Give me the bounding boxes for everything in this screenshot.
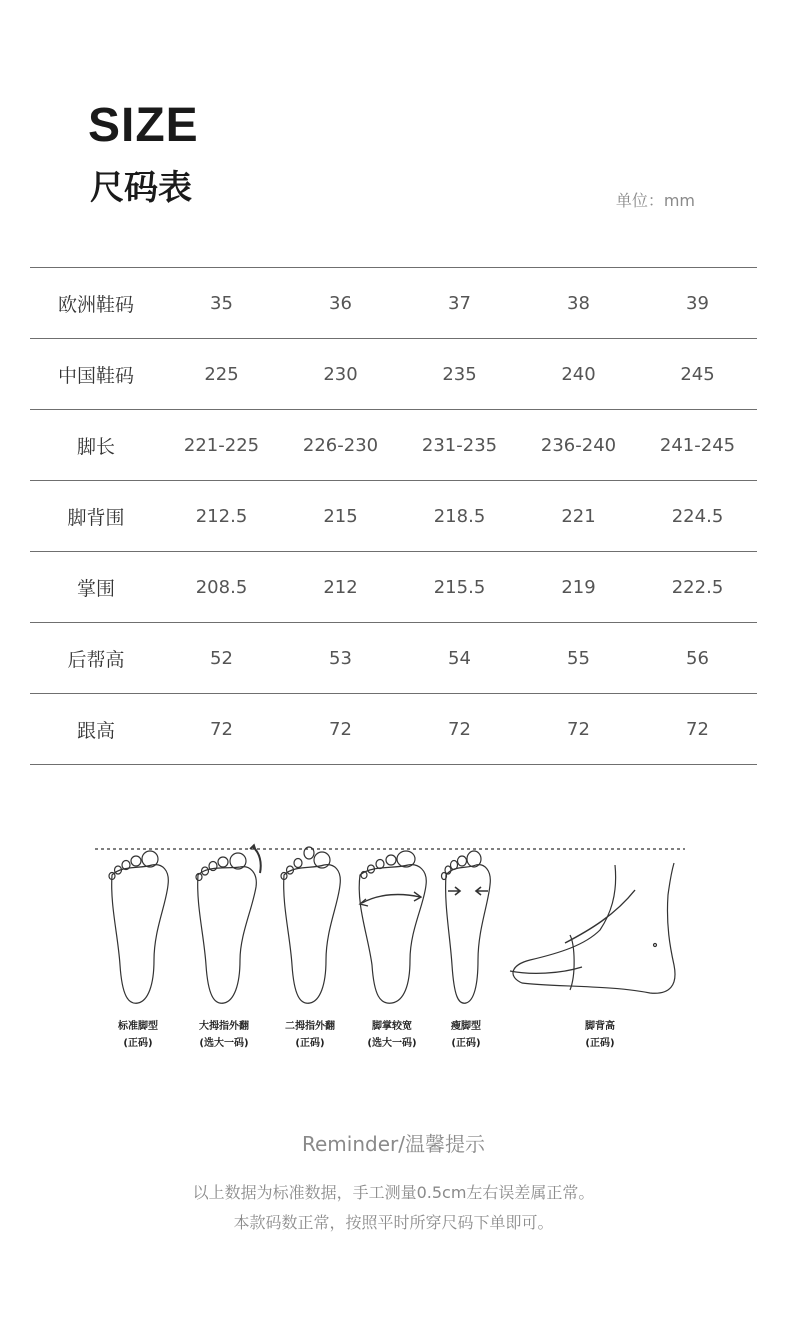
table-cell: 231-235 <box>400 410 519 481</box>
table-cell: 35 <box>162 268 281 339</box>
table-cell: 215 <box>281 481 400 552</box>
table-row <box>30 410 757 481</box>
table-cell: 224.5 <box>638 481 757 552</box>
table-cell: 72 <box>162 694 281 765</box>
row-label: 跟高 <box>30 694 162 765</box>
foot-type-name: 大拇指外翻 <box>199 1021 249 1032</box>
table-cell: 212 <box>281 552 400 623</box>
foot-type-name: 标准脚型 <box>118 1021 158 1032</box>
table-cell: 230 <box>281 339 400 410</box>
row-label: 脚背围 <box>30 481 162 552</box>
table-cell: 55 <box>519 623 638 694</box>
foot-type-name: 脚背高 <box>585 1021 615 1032</box>
table-cell: 240 <box>519 339 638 410</box>
foot-type-advice: (选大一码) <box>199 1038 249 1049</box>
foot-second-toe-icon <box>281 847 340 1003</box>
table-cell: 72 <box>519 694 638 765</box>
foot-type-name: 脚掌较宽 <box>372 1021 412 1032</box>
table-cell: 37 <box>400 268 519 339</box>
table-row <box>30 552 757 623</box>
table-cell: 72 <box>638 694 757 765</box>
table-cell: 72 <box>281 694 400 765</box>
title-english: SIZE <box>88 99 199 152</box>
row-label: 掌围 <box>30 552 162 623</box>
table-cell: 208.5 <box>162 552 281 623</box>
table-cell: 54 <box>400 623 519 694</box>
reminder-line-1: 以上数据为标准数据，手工测量0.5cm左右误差属正常。 <box>192 1183 595 1202</box>
table-cell: 222.5 <box>638 552 757 623</box>
table-row <box>30 623 757 694</box>
table-cell: 72 <box>400 694 519 765</box>
table-cell: 236-240 <box>519 410 638 481</box>
foot-wide-icon <box>359 851 426 1003</box>
table-row <box>30 481 757 552</box>
row-label: 欧洲鞋码 <box>30 268 162 339</box>
table-cell: 56 <box>638 623 757 694</box>
size-chart-table <box>30 267 757 765</box>
foot-bunion-icon <box>196 845 261 1003</box>
table-row <box>30 268 757 339</box>
foot-type-name: 二拇指外翻 <box>285 1021 335 1032</box>
table-cell: 225 <box>162 339 281 410</box>
foot-type-advice: (选大一码) <box>367 1038 417 1049</box>
foot-type-advice: (正码) <box>585 1038 615 1049</box>
table-cell: 38 <box>519 268 638 339</box>
table-row <box>30 694 757 765</box>
foot-type-advice: (正码) <box>451 1038 481 1049</box>
table-cell: 212.5 <box>162 481 281 552</box>
table-cell: 52 <box>162 623 281 694</box>
table-cell: 39 <box>638 268 757 339</box>
reminder-line-2: 本款码数正常，按照平时所穿尺码下单即可。 <box>233 1213 554 1232</box>
reminder-title: Reminder/温馨提示 <box>302 1132 485 1156</box>
row-label: 后帮高 <box>30 623 162 694</box>
foot-type-advice: (正码) <box>123 1038 153 1049</box>
table-cell: 226-230 <box>281 410 400 481</box>
foot-standard-icon <box>109 851 168 1003</box>
foot-type-illustrations <box>90 835 690 1060</box>
foot-high-instep-icon <box>510 863 675 993</box>
table-cell: 221 <box>519 481 638 552</box>
foot-slim-icon <box>442 851 491 1003</box>
unit-label: 单位：mm <box>615 191 695 210</box>
table-cell: 245 <box>638 339 757 410</box>
table-cell: 36 <box>281 268 400 339</box>
table-cell: 221-225 <box>162 410 281 481</box>
table-cell: 53 <box>281 623 400 694</box>
foot-type-name: 瘦脚型 <box>451 1021 481 1032</box>
row-label: 脚长 <box>30 410 162 481</box>
table-row <box>30 339 757 410</box>
table-cell: 215.5 <box>400 552 519 623</box>
foot-type-advice: (正码) <box>295 1038 325 1049</box>
table-cell: 219 <box>519 552 638 623</box>
table-cell: 235 <box>400 339 519 410</box>
row-label: 中国鞋码 <box>30 339 162 410</box>
table-cell: 241-245 <box>638 410 757 481</box>
title-chinese: 尺码表 <box>90 168 192 208</box>
table-cell: 218.5 <box>400 481 519 552</box>
